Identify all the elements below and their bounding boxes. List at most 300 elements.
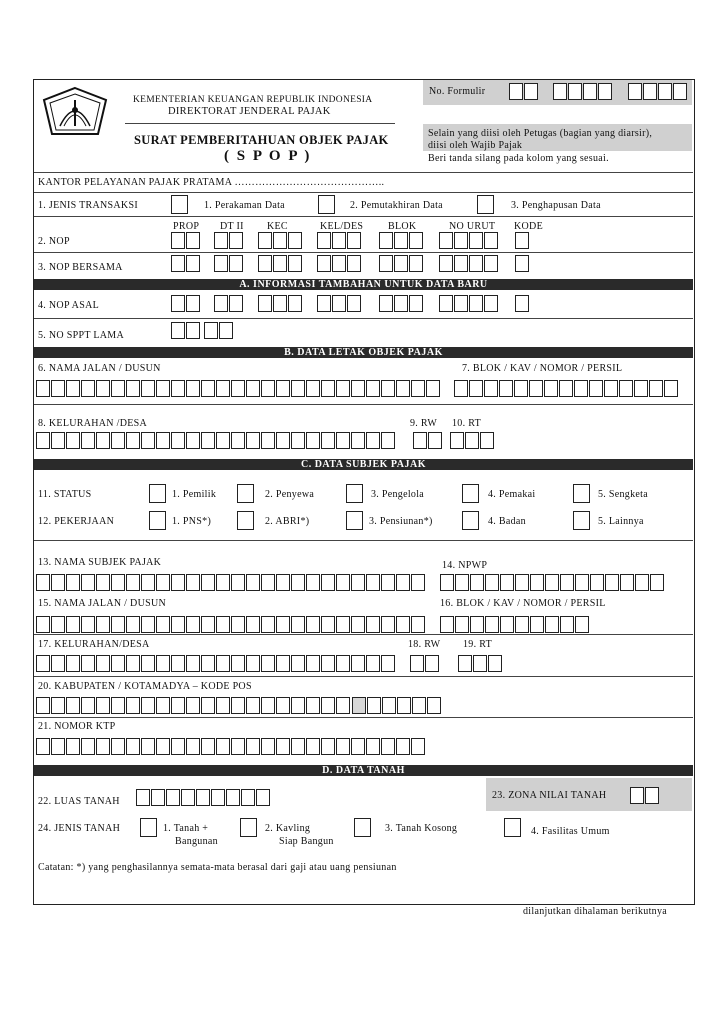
input-cell[interactable] [246, 655, 260, 672]
input-cell[interactable] [515, 616, 529, 633]
input-cell[interactable] [381, 616, 395, 633]
input-cell[interactable] [560, 616, 574, 633]
input-cell[interactable] [664, 380, 678, 397]
input-cell[interactable] [336, 380, 350, 397]
input-cell[interactable] [321, 738, 335, 755]
input-cell[interactable] [51, 697, 65, 714]
input-cell[interactable] [336, 738, 350, 755]
input-cell[interactable] [291, 738, 305, 755]
input-cell[interactable] [658, 83, 672, 100]
status-checkbox-3[interactable] [346, 484, 363, 503]
input-cell[interactable] [66, 574, 80, 591]
input-cell[interactable] [36, 574, 50, 591]
input-cell[interactable] [171, 574, 185, 591]
input-cell[interactable] [450, 432, 464, 449]
nop-urut-cells[interactable] [439, 232, 499, 249]
input-cell[interactable] [171, 232, 185, 249]
input-cell[interactable] [409, 255, 423, 272]
input-cell[interactable] [66, 432, 80, 449]
pekerjaan-checkbox-1[interactable] [149, 511, 166, 530]
input-cell[interactable] [379, 255, 393, 272]
rt-objek-cells[interactable] [450, 432, 495, 449]
input-cell[interactable] [366, 574, 380, 591]
input-cell[interactable] [425, 655, 439, 672]
input-cell[interactable] [126, 574, 140, 591]
input-cell[interactable] [36, 380, 50, 397]
input-cell[interactable] [439, 295, 453, 312]
input-cell[interactable] [196, 789, 210, 806]
input-cell[interactable] [36, 738, 50, 755]
rt-subjek-cells[interactable] [458, 655, 503, 672]
input-cell[interactable] [553, 83, 567, 100]
input-cell[interactable] [598, 83, 612, 100]
nop-kec-cells[interactable] [258, 232, 303, 249]
input-cell[interactable] [291, 432, 305, 449]
input-cell[interactable] [411, 380, 425, 397]
input-cell[interactable] [186, 655, 200, 672]
input-cell[interactable] [321, 697, 335, 714]
input-cell[interactable] [454, 232, 468, 249]
input-cell[interactable] [645, 787, 659, 804]
no-formulir-cells-3[interactable] [628, 83, 688, 100]
nop-kode-cells[interactable] [515, 232, 530, 249]
input-cell[interactable] [351, 574, 365, 591]
input-cell[interactable] [635, 574, 649, 591]
input-cell[interactable] [480, 432, 494, 449]
input-cell[interactable] [231, 432, 245, 449]
input-cell[interactable] [306, 697, 320, 714]
input-cell[interactable] [186, 616, 200, 633]
input-cell[interactable] [499, 380, 513, 397]
input-cell[interactable] [126, 616, 140, 633]
input-cell[interactable] [351, 380, 365, 397]
input-cell[interactable] [111, 697, 125, 714]
input-cell[interactable] [261, 616, 275, 633]
jalan-objek-cells[interactable] [36, 380, 441, 397]
input-cell[interactable] [229, 232, 243, 249]
input-cell[interactable] [484, 232, 498, 249]
input-cell[interactable] [575, 616, 589, 633]
input-cell[interactable] [351, 616, 365, 633]
input-cell[interactable] [484, 295, 498, 312]
transaksi-checkbox-3[interactable] [477, 195, 494, 214]
input-cell[interactable] [51, 738, 65, 755]
input-cell[interactable] [141, 697, 155, 714]
nop-bersama-kode-cells[interactable] [515, 255, 530, 272]
input-cell[interactable] [246, 432, 260, 449]
input-cell[interactable] [413, 432, 427, 449]
jalan-subjek-cells[interactable] [36, 616, 426, 633]
input-cell[interactable] [321, 380, 335, 397]
nop-blok-cells[interactable] [379, 232, 424, 249]
input-cell[interactable] [66, 655, 80, 672]
no-formulir-cells-2[interactable] [553, 83, 613, 100]
input-cell[interactable] [351, 738, 365, 755]
input-cell[interactable] [81, 380, 95, 397]
input-cell[interactable] [126, 380, 140, 397]
pekerjaan-checkbox-4[interactable] [462, 511, 479, 530]
input-cell[interactable] [51, 655, 65, 672]
luas-tanah-cells[interactable] [136, 789, 271, 806]
blok-subjek-cells[interactable] [440, 616, 590, 633]
input-cell[interactable] [214, 255, 228, 272]
status-checkbox-1[interactable] [149, 484, 166, 503]
input-cell[interactable] [366, 380, 380, 397]
jenis-tanah-checkbox-2[interactable] [240, 818, 257, 837]
input-cell[interactable] [258, 232, 272, 249]
input-cell[interactable] [246, 574, 260, 591]
input-cell[interactable] [81, 432, 95, 449]
input-cell[interactable] [231, 616, 245, 633]
input-cell[interactable] [454, 380, 468, 397]
input-cell[interactable] [171, 655, 185, 672]
input-cell[interactable] [216, 574, 230, 591]
input-cell[interactable] [276, 380, 290, 397]
input-cell[interactable] [201, 380, 215, 397]
input-cell[interactable] [141, 380, 155, 397]
input-cell[interactable] [321, 574, 335, 591]
input-cell[interactable] [136, 789, 150, 806]
input-cell[interactable] [381, 432, 395, 449]
nop-bersama-kel-cells[interactable] [317, 255, 362, 272]
input-cell[interactable] [111, 616, 125, 633]
input-cell[interactable] [96, 616, 110, 633]
input-cell[interactable] [630, 787, 644, 804]
input-cell[interactable] [382, 697, 396, 714]
nop-asal-kel-cells[interactable] [317, 295, 362, 312]
input-cell[interactable] [469, 232, 483, 249]
input-cell[interactable] [379, 295, 393, 312]
rw-objek-cells[interactable] [413, 432, 443, 449]
input-cell[interactable] [216, 432, 230, 449]
input-cell[interactable] [186, 295, 200, 312]
input-cell[interactable] [258, 295, 272, 312]
input-cell[interactable] [336, 697, 350, 714]
input-cell[interactable] [156, 738, 170, 755]
input-cell[interactable] [186, 432, 200, 449]
input-cell[interactable] [347, 255, 361, 272]
input-cell[interactable] [649, 380, 663, 397]
no-sppt-cells-2[interactable] [204, 322, 234, 339]
input-cell[interactable] [288, 232, 302, 249]
input-cell[interactable] [96, 380, 110, 397]
input-cell[interactable] [288, 255, 302, 272]
jenis-tanah-checkbox-4[interactable] [504, 818, 521, 837]
input-cell[interactable] [126, 432, 140, 449]
input-cell[interactable] [261, 697, 275, 714]
input-cell[interactable] [306, 432, 320, 449]
input-cell[interactable] [409, 232, 423, 249]
input-cell[interactable] [351, 432, 365, 449]
input-cell[interactable] [276, 432, 290, 449]
blok-objek-cells[interactable] [454, 380, 679, 397]
input-cell[interactable] [219, 322, 233, 339]
input-cell[interactable] [411, 738, 425, 755]
input-cell[interactable] [440, 616, 454, 633]
input-cell[interactable] [81, 697, 95, 714]
input-cell[interactable] [171, 697, 185, 714]
input-cell[interactable] [352, 697, 366, 714]
input-cell[interactable] [470, 574, 484, 591]
input-cell[interactable] [524, 83, 538, 100]
input-cell[interactable] [231, 655, 245, 672]
input-cell[interactable] [426, 380, 440, 397]
input-cell[interactable] [186, 255, 200, 272]
input-cell[interactable] [440, 574, 454, 591]
input-cell[interactable] [51, 616, 65, 633]
input-cell[interactable] [306, 655, 320, 672]
input-cell[interactable] [410, 655, 424, 672]
input-cell[interactable] [367, 697, 381, 714]
input-cell[interactable] [347, 295, 361, 312]
nop-asal-urut-cells[interactable] [439, 295, 499, 312]
input-cell[interactable] [455, 574, 469, 591]
input-cell[interactable] [394, 255, 408, 272]
transaksi-checkbox-1[interactable] [171, 195, 188, 214]
input-cell[interactable] [51, 380, 65, 397]
input-cell[interactable] [291, 616, 305, 633]
input-cell[interactable] [628, 83, 642, 100]
input-cell[interactable] [141, 616, 155, 633]
input-cell[interactable] [66, 616, 80, 633]
input-cell[interactable] [619, 380, 633, 397]
input-cell[interactable] [332, 295, 346, 312]
input-cell[interactable] [186, 232, 200, 249]
input-cell[interactable] [276, 655, 290, 672]
input-cell[interactable] [366, 738, 380, 755]
nop-prop-cells[interactable] [171, 232, 201, 249]
input-cell[interactable] [81, 616, 95, 633]
input-cell[interactable] [559, 380, 573, 397]
nop-bersama-kec-cells[interactable] [258, 255, 303, 272]
input-cell[interactable] [605, 574, 619, 591]
input-cell[interactable] [231, 574, 245, 591]
input-cell[interactable] [261, 738, 275, 755]
input-cell[interactable] [66, 380, 80, 397]
pekerjaan-checkbox-3[interactable] [346, 511, 363, 530]
input-cell[interactable] [261, 432, 275, 449]
input-cell[interactable] [465, 432, 479, 449]
input-cell[interactable] [469, 255, 483, 272]
input-cell[interactable] [151, 789, 165, 806]
input-cell[interactable] [261, 655, 275, 672]
input-cell[interactable] [81, 574, 95, 591]
input-cell[interactable] [396, 574, 410, 591]
input-cell[interactable] [411, 616, 425, 633]
input-cell[interactable] [256, 789, 270, 806]
input-cell[interactable] [216, 697, 230, 714]
input-cell[interactable] [366, 432, 380, 449]
nop-asal-kec-cells[interactable] [258, 295, 303, 312]
input-cell[interactable] [291, 655, 305, 672]
input-cell[interactable] [276, 697, 290, 714]
input-cell[interactable] [186, 322, 200, 339]
input-cell[interactable] [291, 380, 305, 397]
kelurahan-objek-cells[interactable] [36, 432, 396, 449]
input-cell[interactable] [336, 616, 350, 633]
input-cell[interactable] [201, 738, 215, 755]
input-cell[interactable] [273, 255, 287, 272]
no-formulir-cells-1[interactable] [509, 83, 539, 100]
input-cell[interactable] [171, 295, 185, 312]
input-cell[interactable] [36, 655, 50, 672]
input-cell[interactable] [216, 380, 230, 397]
input-cell[interactable] [321, 432, 335, 449]
input-cell[interactable] [246, 697, 260, 714]
input-cell[interactable] [427, 697, 441, 714]
input-cell[interactable] [396, 616, 410, 633]
input-cell[interactable] [273, 295, 287, 312]
input-cell[interactable] [126, 738, 140, 755]
input-cell[interactable] [141, 655, 155, 672]
input-cell[interactable] [216, 738, 230, 755]
input-cell[interactable] [575, 574, 589, 591]
input-cell[interactable] [201, 432, 215, 449]
input-cell[interactable] [583, 83, 597, 100]
input-cell[interactable] [530, 574, 544, 591]
no-sppt-cells-1[interactable] [171, 322, 201, 339]
input-cell[interactable] [545, 616, 559, 633]
input-cell[interactable] [246, 616, 260, 633]
input-cell[interactable] [141, 738, 155, 755]
input-cell[interactable] [428, 432, 442, 449]
input-cell[interactable] [261, 574, 275, 591]
input-cell[interactable] [273, 232, 287, 249]
nop-bersama-prop-cells[interactable] [171, 255, 201, 272]
input-cell[interactable] [381, 655, 395, 672]
transaksi-checkbox-2[interactable] [318, 195, 335, 214]
input-cell[interactable] [634, 380, 648, 397]
input-cell[interactable] [246, 738, 260, 755]
input-cell[interactable] [141, 432, 155, 449]
input-cell[interactable] [288, 295, 302, 312]
input-cell[interactable] [241, 789, 255, 806]
nop-dt2-cells[interactable] [214, 232, 244, 249]
input-cell[interactable] [529, 380, 543, 397]
input-cell[interactable] [51, 432, 65, 449]
rw-subjek-cells[interactable] [410, 655, 440, 672]
kode-pos-cells[interactable] [352, 697, 442, 714]
nop-asal-kode-cells[interactable] [515, 295, 530, 312]
input-cell[interactable] [111, 380, 125, 397]
input-cell[interactable] [321, 616, 335, 633]
input-cell[interactable] [171, 255, 185, 272]
status-checkbox-5[interactable] [573, 484, 590, 503]
input-cell[interactable] [306, 380, 320, 397]
input-cell[interactable] [321, 655, 335, 672]
input-cell[interactable] [214, 295, 228, 312]
input-cell[interactable] [111, 655, 125, 672]
input-cell[interactable] [306, 574, 320, 591]
input-cell[interactable] [485, 574, 499, 591]
nop-asal-dt2-cells[interactable] [214, 295, 244, 312]
input-cell[interactable] [454, 295, 468, 312]
input-cell[interactable] [96, 738, 110, 755]
input-cell[interactable] [643, 83, 657, 100]
input-cell[interactable] [469, 295, 483, 312]
input-cell[interactable] [500, 574, 514, 591]
input-cell[interactable] [66, 697, 80, 714]
input-cell[interactable] [394, 232, 408, 249]
status-checkbox-2[interactable] [237, 484, 254, 503]
input-cell[interactable] [156, 697, 170, 714]
input-cell[interactable] [66, 738, 80, 755]
input-cell[interactable] [171, 380, 185, 397]
input-cell[interactable] [396, 380, 410, 397]
input-cell[interactable] [458, 655, 472, 672]
input-cell[interactable] [545, 574, 559, 591]
input-cell[interactable] [96, 432, 110, 449]
input-cell[interactable] [229, 255, 243, 272]
input-cell[interactable] [336, 655, 350, 672]
input-cell[interactable] [216, 616, 230, 633]
input-cell[interactable] [366, 616, 380, 633]
input-cell[interactable] [276, 574, 290, 591]
input-cell[interactable] [201, 574, 215, 591]
input-cell[interactable] [394, 295, 408, 312]
input-cell[interactable] [291, 697, 305, 714]
input-cell[interactable] [515, 574, 529, 591]
input-cell[interactable] [439, 255, 453, 272]
input-cell[interactable] [186, 574, 200, 591]
zona-cells[interactable] [630, 787, 660, 804]
input-cell[interactable] [317, 255, 331, 272]
input-cell[interactable] [589, 380, 603, 397]
kabupaten-cells[interactable] [36, 697, 351, 714]
input-cell[interactable] [500, 616, 514, 633]
nop-asal-prop-cells[interactable] [171, 295, 201, 312]
input-cell[interactable] [111, 574, 125, 591]
input-cell[interactable] [455, 616, 469, 633]
input-cell[interactable] [409, 295, 423, 312]
input-cell[interactable] [156, 655, 170, 672]
input-cell[interactable] [156, 574, 170, 591]
nop-bersama-urut-cells[interactable] [439, 255, 499, 272]
input-cell[interactable] [226, 789, 240, 806]
input-cell[interactable] [381, 574, 395, 591]
input-cell[interactable] [126, 697, 140, 714]
input-cell[interactable] [397, 697, 411, 714]
input-cell[interactable] [291, 574, 305, 591]
input-cell[interactable] [201, 655, 215, 672]
input-cell[interactable] [186, 380, 200, 397]
input-cell[interactable] [261, 380, 275, 397]
input-cell[interactable] [81, 655, 95, 672]
input-cell[interactable] [111, 738, 125, 755]
input-cell[interactable] [650, 574, 664, 591]
input-cell[interactable] [381, 738, 395, 755]
input-cell[interactable] [530, 616, 544, 633]
input-cell[interactable] [111, 432, 125, 449]
nop-kel-cells[interactable] [317, 232, 362, 249]
input-cell[interactable] [276, 738, 290, 755]
input-cell[interactable] [181, 789, 195, 806]
input-cell[interactable] [332, 255, 346, 272]
input-cell[interactable] [216, 655, 230, 672]
nop-asal-blok-cells[interactable] [379, 295, 424, 312]
input-cell[interactable] [171, 432, 185, 449]
input-cell[interactable] [317, 232, 331, 249]
input-cell[interactable] [171, 738, 185, 755]
input-cell[interactable] [204, 322, 218, 339]
input-cell[interactable] [96, 574, 110, 591]
input-cell[interactable] [336, 432, 350, 449]
input-cell[interactable] [412, 697, 426, 714]
input-cell[interactable] [156, 432, 170, 449]
npwp-cells[interactable] [440, 574, 665, 591]
input-cell[interactable] [673, 83, 687, 100]
input-cell[interactable] [156, 380, 170, 397]
